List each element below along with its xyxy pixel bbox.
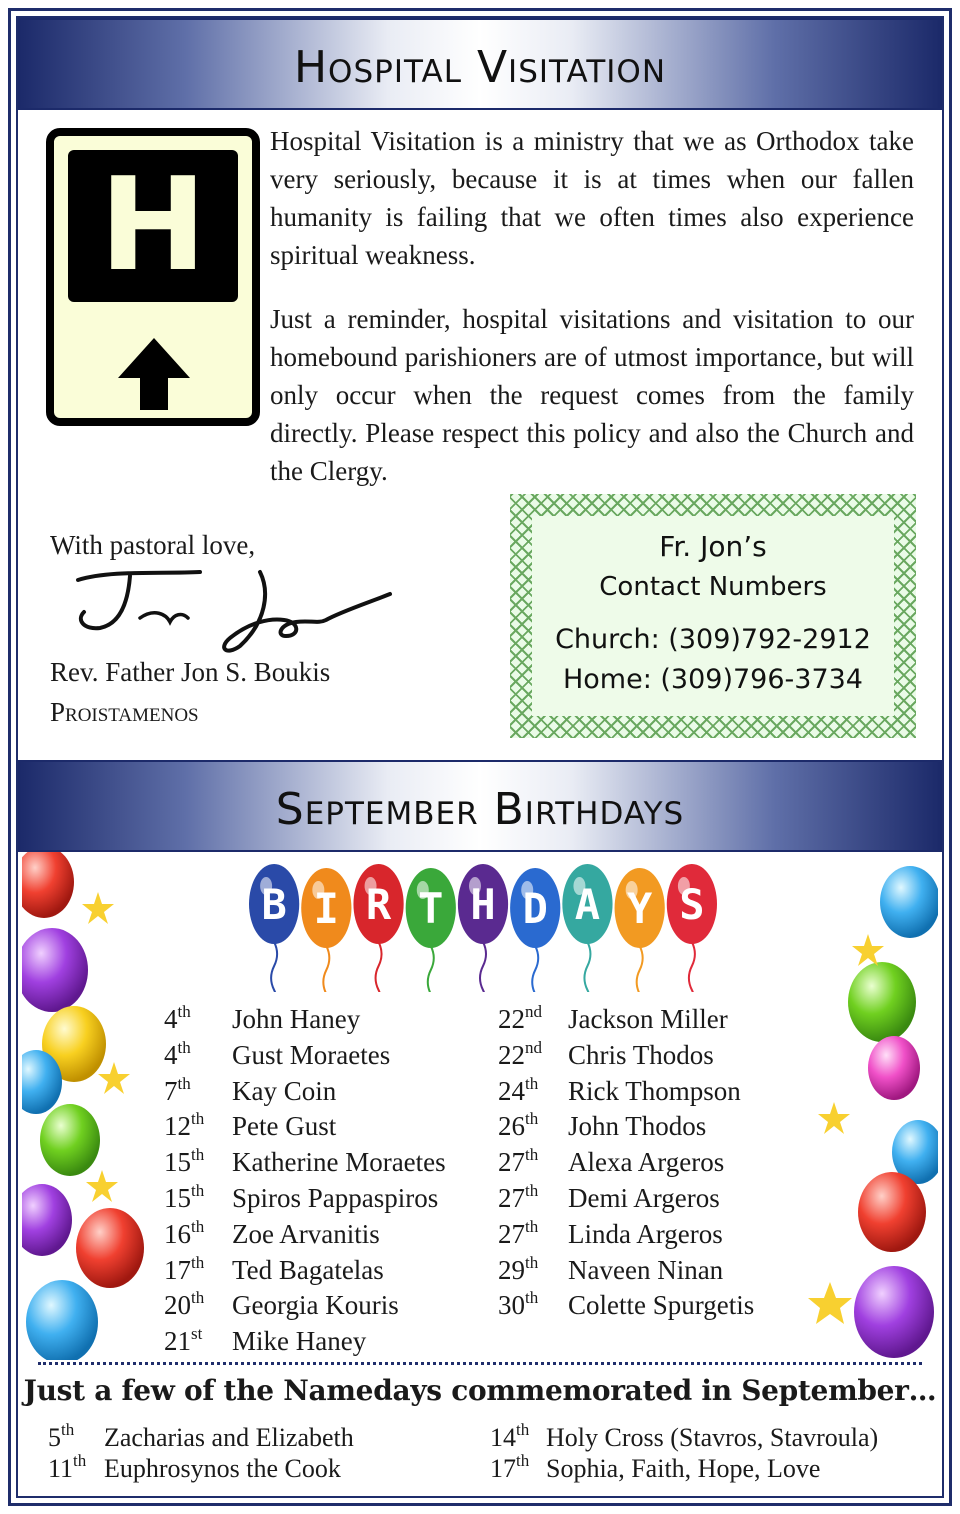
balloon-letter: Y <box>627 884 653 933</box>
birthday-day-suffix: nd <box>525 1037 542 1057</box>
namedays-heading: Just a few of the Namedays commemorated in September… <box>23 1374 937 1407</box>
balloon-string <box>376 942 382 992</box>
birthday-day-number: 4 <box>164 1039 178 1070</box>
birthday-day-number: 30 <box>498 1290 525 1321</box>
birthday-day-number: 27 <box>498 1182 525 1213</box>
birthday-day-number: 20 <box>164 1290 191 1321</box>
birthday-name: Georgia Kouris <box>232 1290 399 1321</box>
birthday-day <box>498 1288 538 1324</box>
nameday-day-number: 14 <box>490 1423 516 1452</box>
birthday-day <box>164 1002 191 1038</box>
birthday-day-number: 24 <box>498 1075 525 1106</box>
arrow-up-icon <box>114 334 194 414</box>
birthday-day-number: 15 <box>164 1182 191 1213</box>
nameday-day-suffix: th <box>73 1451 87 1470</box>
birthday-day <box>164 1217 204 1253</box>
birthday-name: Chris Thodos <box>568 1039 714 1070</box>
hospital-paragraph-1: Hospital Visitation is a ministry that we as Orthodox take very seriously, because it is at times when our fallen humanity is failing that we often times also experience spiritual weakness. <box>270 126 914 270</box>
balloon-string <box>480 942 486 992</box>
nameday-day-suffix: th <box>61 1420 75 1439</box>
birthday-day <box>164 1109 204 1145</box>
balloon-string <box>584 942 590 992</box>
nameday-day <box>490 1453 529 1484</box>
birthday-day-suffix: th <box>191 1216 205 1236</box>
birthday-day <box>164 1074 191 1110</box>
birthday-day-number: 22 <box>498 1004 525 1034</box>
nameday-name: Holy Cross (Stavros, Stavroula) <box>546 1423 879 1452</box>
birthday-day-suffix: th <box>191 1180 205 1200</box>
birthday-day-suffix: st <box>191 1324 203 1344</box>
birthday-day-number: 7 <box>164 1075 178 1106</box>
birthday-day-number: 29 <box>498 1254 525 1285</box>
birthday-day-number: 16 <box>164 1218 191 1249</box>
nameday-day-number: 17 <box>490 1454 516 1483</box>
birthday-day <box>164 1288 204 1324</box>
balloon-string <box>271 942 277 992</box>
balloon-letter: T <box>418 884 444 933</box>
birthday-day-suffix: th <box>525 1109 539 1129</box>
balloon-string <box>532 946 538 992</box>
contact-box-inner <box>532 516 894 716</box>
nameday-name: Sophia, Faith, Hope, Love <box>546 1454 821 1483</box>
hospital-visitation-title: Hospital Visitation <box>293 42 667 93</box>
birthday-day-suffix: th <box>191 1145 205 1165</box>
birthday-day-suffix: th <box>525 1180 539 1200</box>
home-phone: Home: (309)796-3734 <box>562 664 863 695</box>
balloon-letter: B <box>261 880 287 929</box>
birthday-day-number: 17 <box>164 1254 191 1285</box>
hospital-paragraph-2: Just a reminder, hospital visitations and visitation to our homebound parishioners are of utmost importance, but will only occur when the request comes from the family directly. Please respect this policy and also the Church and the Clergy. <box>270 304 914 486</box>
birthday-name: Gust Moraetes <box>232 1039 391 1070</box>
birthday-day-suffix: th <box>525 1252 539 1272</box>
nameday-day-suffix: th <box>516 1451 530 1470</box>
birthday-day <box>498 1181 538 1217</box>
contact-box <box>510 494 916 738</box>
birthday-name: Spiros Pappaspiros <box>232 1182 439 1213</box>
birthday-day <box>164 1145 204 1181</box>
birthday-name: John Thodos <box>568 1111 707 1142</box>
signer-name: Rev. Father Jon S. Boukis <box>50 657 331 687</box>
birthday-name: Naveen Ninan <box>568 1254 724 1285</box>
birthday-name: Rick Thompson <box>568 1075 741 1106</box>
nameday-day <box>48 1453 86 1484</box>
dotted-divider <box>38 1362 922 1365</box>
nameday-day-number: 5 <box>48 1423 61 1452</box>
birthday-day-suffix: th <box>191 1252 205 1272</box>
birthday-name: Katherine Moraetes <box>232 1147 446 1178</box>
birthday-day-number: 27 <box>498 1147 525 1178</box>
hospital-sign-letter: H <box>99 151 207 300</box>
birthday-name: Mike Haney <box>232 1326 367 1357</box>
birthdays-balloons <box>249 864 717 992</box>
signer-title: Proistamenos <box>50 697 199 727</box>
balloon-letter: R <box>365 880 392 929</box>
birthday-day <box>498 1145 538 1181</box>
birthday-day <box>498 1002 542 1038</box>
birthday-name: Linda Argeros <box>568 1218 723 1249</box>
church-phone: Church: (309)792-2912 <box>555 624 871 655</box>
september-birthdays-banner <box>18 760 942 852</box>
balloon-letter: D <box>522 884 548 933</box>
contact-name: Fr. Jon’s <box>659 530 767 563</box>
birthday-day <box>164 1181 204 1217</box>
birthday-day <box>498 1074 538 1110</box>
birthday-day-number: 15 <box>164 1147 191 1178</box>
nameday-name: Euphrosynos the Cook <box>104 1454 341 1483</box>
balloon-letter: I <box>313 884 339 933</box>
birthday-day-number: 22 <box>498 1039 525 1070</box>
birthday-day <box>164 1038 191 1074</box>
nameday-day-number: 11 <box>48 1454 74 1483</box>
birthday-name: Demi Argeros <box>568 1182 720 1213</box>
balloon-string <box>323 946 329 992</box>
balloon-letter: S <box>679 880 705 929</box>
birthday-name: Ted Bagatelas <box>232 1254 384 1285</box>
balloon-letter: A <box>574 880 601 929</box>
birthday-day-suffix: th <box>177 1002 191 1021</box>
birthday-day-number: 21 <box>164 1326 191 1357</box>
birthday-day-number: 4 <box>164 1004 178 1034</box>
birthday-day <box>164 1253 204 1289</box>
birthday-name: Jackson Miller <box>568 1004 728 1034</box>
hospital-visitation-banner <box>18 18 942 110</box>
birthday-day-suffix: th <box>525 1216 539 1236</box>
hospital-sign-icon <box>46 128 260 426</box>
birthday-day-suffix: th <box>191 1109 205 1129</box>
birthday-day <box>164 1324 202 1360</box>
closing-text: With pastoral love, <box>50 530 256 560</box>
birthday-day <box>498 1253 538 1289</box>
nameday-day-suffix: th <box>516 1420 530 1439</box>
nameday-day <box>48 1422 74 1453</box>
balloon-string <box>689 942 695 992</box>
birthday-day <box>498 1038 542 1074</box>
birthday-name: Alexa Argeros <box>568 1147 725 1178</box>
nameday-day <box>490 1422 529 1453</box>
signature-image <box>70 562 400 658</box>
birthday-day-suffix: th <box>525 1073 539 1093</box>
september-birthdays-title: September Birthdays <box>275 784 685 835</box>
birthdays-balloon-banner <box>248 860 718 992</box>
birthday-name: Pete Gust <box>232 1111 337 1142</box>
nameday-name: Zacharias and Elizabeth <box>104 1423 354 1452</box>
birthday-name: John Haney <box>232 1004 361 1034</box>
birthday-day <box>498 1109 538 1145</box>
birthday-day-suffix: th <box>177 1073 191 1093</box>
birthday-name: Colette Spurgetis <box>568 1290 755 1321</box>
balloon-letter: H <box>470 880 496 929</box>
birthday-day-suffix: th <box>525 1145 539 1165</box>
birthday-day-suffix: th <box>191 1288 205 1308</box>
birthday-day <box>498 1217 538 1253</box>
contact-subtitle: Contact Numbers <box>599 572 827 602</box>
balloon-string <box>428 946 434 992</box>
birthday-name: Zoe Arvanitis <box>232 1218 380 1249</box>
birthday-day-suffix: nd <box>525 1002 542 1021</box>
hospital-sign-box <box>68 150 238 302</box>
birthday-day-suffix: th <box>177 1037 191 1057</box>
birthday-day-number: 12 <box>164 1111 191 1142</box>
birthday-name: Kay Coin <box>232 1075 337 1106</box>
birthday-day-suffix: th <box>525 1288 539 1308</box>
balloon-string <box>637 946 643 992</box>
birthday-day-number: 26 <box>498 1111 525 1142</box>
birthday-day-number: 27 <box>498 1218 525 1249</box>
